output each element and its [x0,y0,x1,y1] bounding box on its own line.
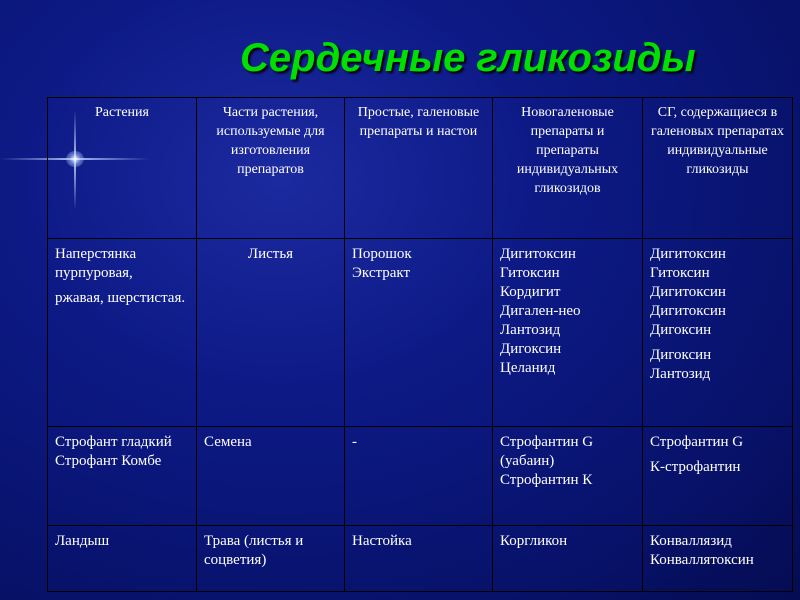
cell-line: Гитоксин [650,265,710,281]
cell-line: Наперстянка пурпуровая, [55,246,137,281]
header-plants: Растения [48,98,197,239]
glycosides-table [47,97,793,592]
cell-glycosides [643,427,793,526]
header-simple-preparations: Простые, галеновые препараты и настои [345,98,493,239]
cell-line: К-строфантин [650,459,741,475]
table-header-row [48,98,793,239]
cell-parts: Семена [197,427,345,526]
header-plant-parts: Части растения, используемые для изготовления препаратов [197,98,345,239]
table-row-strophanthus [48,427,793,526]
cell-line: Дигоксин [650,347,712,363]
cell-plant [48,239,197,427]
cell-line: Дигитоксин [650,246,726,262]
cell-neogalenic [493,239,643,427]
cell-neogalenic: Коргликон [493,526,643,592]
header-neogalenic-preparations: Новогаленовые препараты и препараты индивидуальных гликозидов [493,98,643,239]
cell-line: Дигоксин [650,322,712,338]
cell-line: Лантозид [500,322,561,338]
cell-line: Дигоксин [500,341,562,357]
cell-line: Порошок [352,246,412,262]
cell-line: Целанид [500,360,556,376]
page-title: Сердечные гликозиды [240,36,696,80]
cell-neogalenic [493,427,643,526]
cell-line: Конваллязид [650,533,732,549]
cell-parts: Листья [197,239,345,427]
cell-simple [345,239,493,427]
cell-line: Дигитоксин [650,284,726,300]
table-row-lily-of-the-valley [48,526,793,592]
cell-glycosides [643,526,793,592]
cell-simple: - [345,427,493,526]
cell-line: Гитоксин [500,265,560,281]
cell-plant: Строфант гладкий Строфант Комбе [48,427,197,526]
cell-line: Строфантин G (уабаин) [500,434,594,469]
cell-simple: Настойка [345,526,493,592]
cell-glycosides [643,239,793,427]
cell-line: ржавая, шерстистая. [55,290,186,306]
cell-line: Строфантин К [500,472,593,488]
cell-line: Конваллятоксин [650,552,754,568]
cell-line: Лантозид [650,366,711,382]
cell-line: Дигален-нео [500,303,581,319]
cell-parts: Трава (листья и соцветия) [197,526,345,592]
cell-line: Строфантин G [650,434,744,450]
cell-line: Кордигит [500,284,561,300]
cell-plant: Ландыш [48,526,197,592]
cell-line: Дигитоксин [500,246,576,262]
header-individual-glycosides: СГ, содержащиеся в галеновых препаратах индивидуальные гликозиды [643,98,793,239]
cell-line: Дигитоксин [650,303,726,319]
cell-line: Экстракт [352,265,411,281]
table-row-foxglove [48,239,793,427]
